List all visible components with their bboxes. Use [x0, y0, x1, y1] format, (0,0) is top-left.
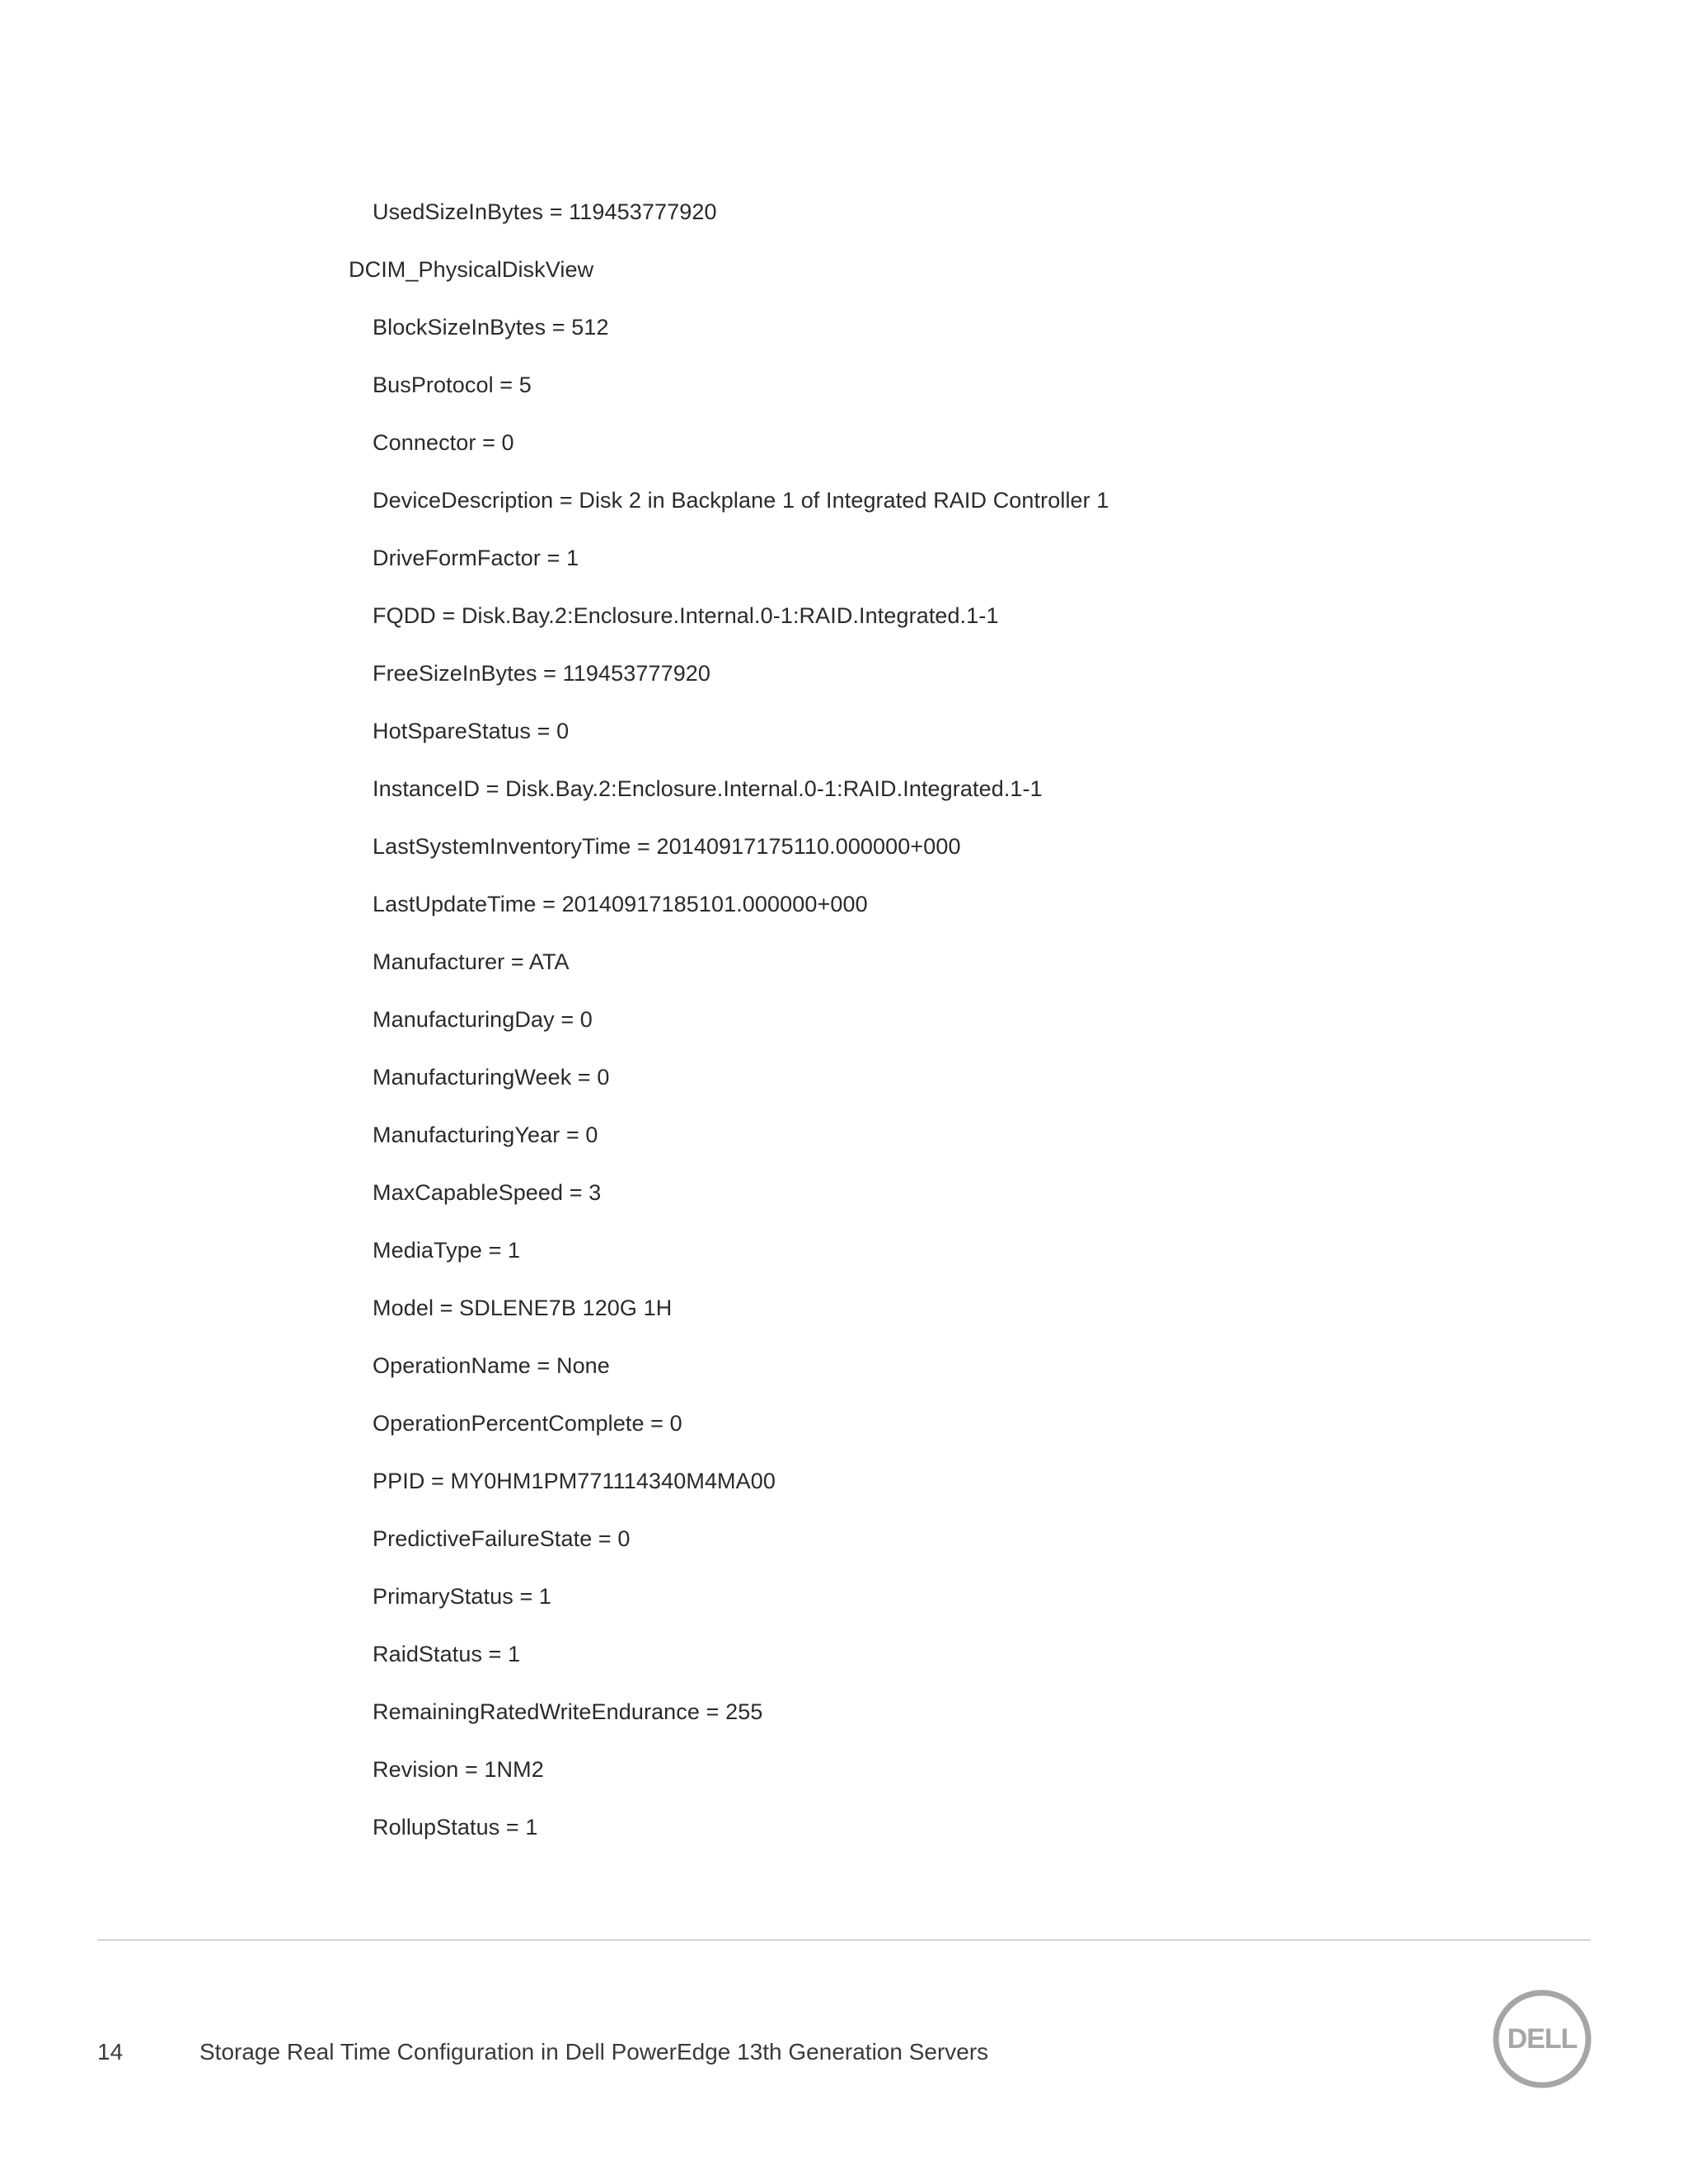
property-line: UsedSizeInBytes = 119453777920 [373, 199, 717, 224]
property-line: PredictiveFailureState = 0 [373, 1526, 631, 1551]
property-line: BusProtocol = 5 [373, 373, 532, 397]
property-line: PrimaryStatus = 1 [373, 1584, 552, 1609]
property-line: ManufacturingWeek = 0 [373, 1065, 610, 1090]
property-line: Revision = 1NM2 [373, 1757, 544, 1782]
property-line: Manufacturer = ATA [373, 949, 570, 974]
property-line: OperationName = None [373, 1353, 610, 1378]
footer-divider [97, 1939, 1591, 1941]
property-line: ManufacturingYear = 0 [373, 1122, 598, 1147]
property-line: RollupStatus = 1 [373, 1815, 538, 1840]
footer-title: Storage Real Time Configuration in Dell PowerEdge 13th Generation Servers [199, 2039, 989, 2064]
property-line: DeviceDescription = Disk 2 in Backplane 1 of Integrated RAID Controller 1 [373, 488, 1109, 513]
dell-logo-text: DELL [1507, 2023, 1578, 2055]
property-line: RemainingRatedWriteEndurance = 255 [373, 1699, 763, 1724]
property-line: ManufacturingDay = 0 [373, 1007, 593, 1032]
property-line: InstanceID = Disk.Bay.2:Enclosure.Internal.0-1:RAID.Integrated.1-1 [373, 776, 1043, 801]
section-heading: DCIM_PhysicalDiskView [349, 257, 594, 282]
property-line: FQDD = Disk.Bay.2:Enclosure.Internal.0-1:RAID.Integrated.1-1 [373, 603, 999, 628]
property-line: OperationPercentComplete = 0 [373, 1411, 682, 1436]
property-line: DriveFormFactor = 1 [373, 546, 579, 570]
dell-logo-icon [1492, 1989, 1592, 2089]
property-line: LastSystemInventoryTime = 20140917175110.000000+000 [373, 834, 961, 859]
property-line: Model = SDLENE7B 120G 1H [373, 1296, 673, 1320]
property-line: Connector = 0 [373, 430, 514, 455]
property-line: MediaType = 1 [373, 1238, 521, 1263]
property-line: MaxCapableSpeed = 3 [373, 1180, 602, 1205]
property-line: PPID = MY0HM1PM771114340M4MA00 [373, 1469, 776, 1493]
property-line: HotSpareStatus = 0 [373, 719, 570, 743]
property-line: RaidStatus = 1 [373, 1642, 521, 1666]
page-number: 14 [97, 2039, 124, 2064]
dell-logo [1492, 1989, 1592, 2089]
property-line: LastUpdateTime = 20140917185101.000000+000 [373, 892, 868, 916]
property-line: FreeSizeInBytes = 119453777920 [373, 661, 711, 686]
property-line: BlockSizeInBytes = 512 [373, 315, 609, 340]
